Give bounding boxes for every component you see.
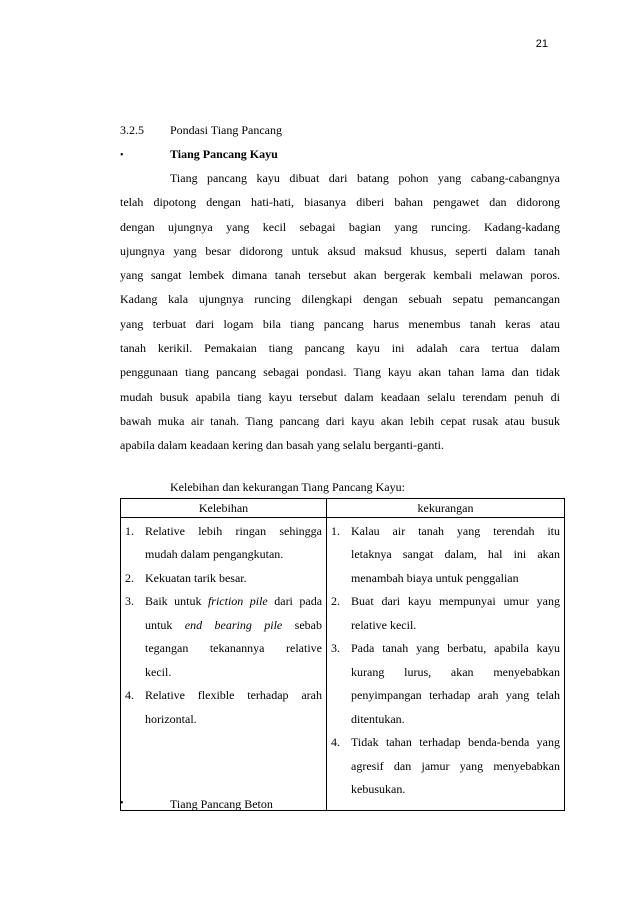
item-line: horizontal. [145,711,197,726]
paragraph-line: yang sangat lembek dimana tanah tersebut akan bergerak kembali melawan poros. [120,268,560,283]
list-item [331,637,560,731]
item-number: 3. [125,594,134,609]
bullet-icon: • [120,798,124,809]
item-number: 4. [125,688,134,703]
header-kelebihan: Kelebihan [121,498,327,517]
list-item [125,590,322,684]
item-line: Tidak tahan terhadap benda-benda yang [351,735,560,750]
comparison-table [120,498,565,811]
list-item [331,520,560,591]
kelebihan-cell [121,517,327,810]
paragraph-line: telah dipotong dengan hati-hati, biasanya diberi bahan pengawet dan didorong [120,195,560,210]
item-line: kurang lurus, akan menyebabkan [351,664,560,679]
paragraph-line: Tiang pancang kayu dibuat dari batang pohon yang cabang-cabangnya [170,171,560,185]
item-line: Kalau air tanah yang terendah itu [351,523,560,538]
subsection-title: Tiang Pancang Kayu [170,147,278,161]
item-number: 1. [331,523,340,538]
item-line: letaknya sangat dalam, hal ini akan [351,547,560,562]
table-row [121,517,565,810]
page-content [120,118,560,811]
item-line: Relative flexible terhadap arah [145,688,322,703]
item-number: 3. [331,641,340,656]
list-item [125,520,322,567]
paragraph-line: Kadang kala ujungnya runcing dilengkapi dengan sebuah sepatu pemancangan [120,292,560,307]
page-number: 21 [535,38,548,50]
subsection-heading-beton [120,792,273,816]
kekurangan-list [331,520,560,802]
table-intro: Kelebihan dan kekurangan Tiang Pancang Kayu: [170,479,405,494]
section-heading [120,118,560,142]
item-line: ditentukan. [351,711,405,726]
kelebihan-list [125,520,322,732]
item-number: 2. [125,570,134,585]
paragraph-line: tanah kerikil. Pemakaian tiang pancang kayu ini adalah cara tertua dalam [120,341,560,356]
item-line: relative kecil. [351,617,417,632]
item-number: 1. [125,523,134,538]
item-line: Pada tanah yang berbatu, apabila kayu [351,641,560,656]
list-item [125,567,322,591]
item-line: Kekuatan tarik besar. [145,570,247,585]
paragraph-line: apabila dalam keadaan kering dan basah yang selalu berganti-ganti. [120,438,444,453]
list-item [125,684,322,731]
paragraph-line: dengan ujungnya yang kecil sebagai bagian yang runcing. Kadang-kadang [120,219,560,234]
list-item [331,731,560,802]
item-line: mudah dalam pengangkutan. [145,547,284,562]
list-item [331,590,560,637]
item-line: untuk end bearing pile sebab [145,617,323,632]
subsection-title: Tiang Pancang Beton [170,797,273,811]
item-line: Baik untuk friction pile dari pada [145,594,323,609]
paragraph-line: bawah muka air tanah. Tiang pancang dari kayu akan lebih cepat rusak atau busuk [120,413,560,428]
kekurangan-cell [327,517,565,810]
paragraph-line: yang terbuat dari logam bila tiang pancang harus menembus tanah keras atau [120,316,560,331]
item-number: 2. [331,594,340,609]
section-title: Pondasi Tiang Pancang [170,123,283,137]
item-line: kebusukan. [351,782,406,797]
item-line: Relative lebih ringan sehingga [145,523,322,538]
table-header-row [121,498,565,517]
paragraph-line: penggunaan tiang pancang sebagai pondasi. Tiang kayu akan tahan lama dan tidak [120,365,560,380]
item-line: Buat dari kayu mempunyai umur yang [351,594,560,609]
bullet-icon: • [120,150,124,161]
item-line: menambah biaya untuk penggalian [351,570,519,585]
item-number: 4. [331,735,340,750]
paragraph-line: mudah busuk apabila tiang kayu tersebut dalam keadaan selalu terendam penuh di [120,389,560,404]
subsection-heading-kayu [120,142,560,166]
item-line: penyimpangan terhadap arah yang telah [351,688,560,703]
item-line: tegangan tekanannya relative [145,641,322,656]
item-line: kecil. [145,664,172,679]
body-paragraph [120,166,560,458]
header-kekurangan: kekurangan [327,498,565,517]
paragraph-line: ujungnya yang besar didorong untuk aksud maksud khusus, seperti dalam tanah [120,243,560,258]
item-line: agresif dan jamur yang menyebabkan [351,758,560,773]
section-number: 3.2.5 [120,123,144,137]
